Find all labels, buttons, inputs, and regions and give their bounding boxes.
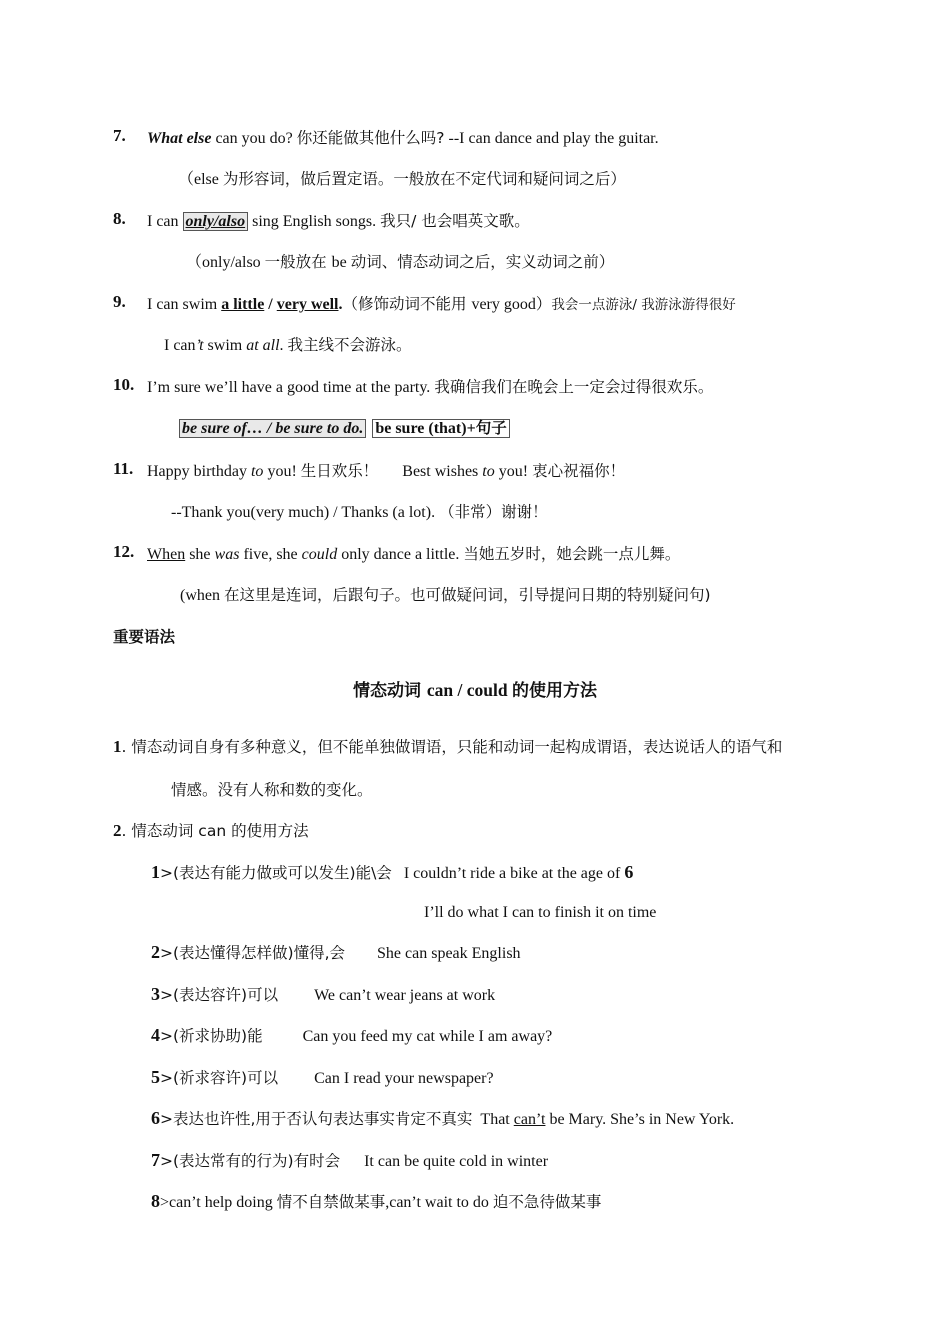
keyword: When (147, 546, 186, 563)
item-9-line-2 (164, 334, 412, 357)
use-number: 5 (151, 1067, 160, 1087)
point-2 (113, 820, 309, 843)
text: to (482, 463, 495, 480)
text: can / could (426, 680, 512, 700)
use-3 (151, 983, 495, 1007)
text: was (214, 546, 240, 563)
text: ’t (195, 337, 204, 354)
chinese-text: 句子 (475, 419, 507, 437)
text: --I can dance and play the guitar. (444, 130, 659, 147)
chinese-text: >(表达懂得怎样做)懂得,会 (160, 944, 346, 962)
use-number: 2 (151, 942, 160, 962)
keyword: very well (276, 296, 339, 313)
text: five, she (239, 546, 302, 563)
text: I can (164, 337, 196, 354)
item-10-line (147, 376, 713, 399)
page-title (0, 679, 950, 702)
text: only dance a little. (337, 546, 464, 563)
text: swim (203, 337, 247, 354)
use-1-example-2 (424, 902, 656, 924)
item-10-boxes (179, 417, 510, 440)
use-2 (151, 941, 521, 965)
use-4 (151, 1024, 552, 1048)
chinese-text: 当她五岁时，她会跳一点儿舞。 (463, 545, 681, 563)
chinese-text: >(祈求容许)可以 (160, 1069, 279, 1087)
chinese-text: 我主线不会游泳。 (287, 336, 412, 354)
chinese-text: 为形容词，做后置定语。一般放在不定代词和疑问词之后） (222, 170, 626, 188)
chinese-text: 我确信我们在晚会上一定会过得很欢乐。 (434, 378, 714, 396)
use-8 (151, 1190, 601, 1214)
chinese-text: >(表达有能力做或可以发生)能\会 (160, 864, 392, 882)
item-11-line-2 (171, 501, 548, 524)
chinese-text: . 情态动词 (121, 822, 199, 840)
chinese-text: 情感。没有人称和数的变化。 (171, 781, 373, 799)
text: be sure (that)+ (375, 420, 476, 437)
text: ,can’t wait to do (385, 1194, 493, 1211)
item-number: 12. (113, 542, 135, 561)
use-1 (151, 861, 633, 885)
text: (when (180, 587, 224, 604)
item-number: 9. (113, 292, 126, 311)
text: Happy birthday (147, 463, 251, 480)
phrase-box: be sure of… / be sure to do. (179, 419, 366, 438)
keyword: at all (246, 337, 280, 354)
chinese-text: 的使用方法 (512, 681, 597, 701)
use-number: 3 (151, 984, 160, 1004)
item-number: 7. (113, 126, 126, 145)
chinese-text: （非常）谢谢！ (439, 503, 548, 521)
chinese-text: >(表达常有的行为)有时会 (160, 1152, 341, 1170)
chinese-text: >表达也许性,用于否认句表达事实肯定不真实 (160, 1110, 473, 1128)
text: could (301, 546, 338, 563)
item-9-line (147, 293, 736, 316)
item-12-line (147, 543, 680, 566)
chinese-text: 动词、情态动词之后，实义动词之前） (350, 253, 615, 271)
text: I can swim (147, 296, 222, 313)
item-11-line (147, 460, 625, 483)
example: be Mary. She’s in New York. (545, 1111, 735, 1128)
point-1-cont (171, 779, 373, 802)
use-number: 6 (151, 1108, 160, 1128)
example: Can you feed my cat while I am away? (262, 1028, 553, 1045)
highlight-box: only/also (183, 212, 249, 231)
text: can you do? (211, 130, 297, 147)
example: It can be quite cold in winter (340, 1153, 549, 1170)
item-7-line (147, 127, 659, 150)
keyword: a little (221, 296, 265, 313)
example: We can’t wear jeans at work (278, 987, 496, 1004)
text: >can’t help doing (160, 1194, 277, 1211)
item-8-line (147, 210, 530, 233)
text: to (250, 463, 264, 480)
text: very good (471, 296, 536, 313)
chinese-text: >(祈求协助)能 (160, 1027, 263, 1045)
chinese-text: 情态动词 (352, 681, 427, 701)
text: can (198, 822, 232, 840)
use-number: 1 (151, 862, 160, 882)
chinese-text: 我只/ 也会唱英文歌。 (380, 212, 530, 230)
text: you! (263, 463, 301, 480)
chinese-text: ） (535, 295, 552, 313)
chinese-text: 衷心祝福你！ (532, 462, 626, 480)
item-7-note (178, 168, 626, 191)
text: Best wishes (378, 463, 483, 480)
keyword: What else (147, 130, 212, 147)
chinese-text: （修饰动词不能用 (342, 295, 472, 313)
chinese-text: 的使用方法 (231, 822, 309, 840)
example: That (472, 1111, 514, 1128)
example: I couldn’t ride a bike at the age of (391, 865, 625, 882)
text: / (264, 296, 277, 313)
item-number: 11. (113, 459, 134, 478)
text: she (185, 546, 215, 563)
example: She can speak English (345, 945, 521, 962)
text: . (338, 296, 343, 313)
item-number: 8. (113, 209, 126, 228)
use-6 (151, 1107, 734, 1131)
use-number: 7 (151, 1150, 160, 1170)
text: --Thank you(very much) / Thanks (a lot). (171, 504, 440, 521)
text: . (279, 337, 288, 354)
keyword: can’t (513, 1111, 546, 1128)
text: be (331, 254, 351, 271)
use-5 (151, 1066, 494, 1090)
text: I’m sure we’ll have a good time at the party. (147, 379, 435, 396)
use-7 (151, 1149, 548, 1173)
chinese-text: 生日欢乐！ (300, 462, 379, 480)
chinese-text: 你还能做其他什么吗? (296, 129, 445, 147)
text: 6 (624, 862, 634, 882)
chinese-text: >(表达容许)可以 (160, 986, 279, 1004)
chinese-text: 一般放在 (264, 253, 332, 271)
point-1 (113, 736, 782, 759)
chinese-text: . 情态动词自身有多种意义，但不能单独做谓语，只能和动词一起构成谓语，表达说话人的语气和 (121, 738, 783, 756)
chinese-text: 情不自禁做某事 (276, 1193, 386, 1211)
text: sing English songs. (248, 213, 381, 230)
item-8-note (186, 251, 614, 274)
section-heading: 重要语法 (113, 628, 176, 646)
text: （only/also (186, 254, 265, 271)
point-number: 1 (113, 737, 122, 756)
text: （else (178, 171, 223, 188)
text: you! (494, 463, 533, 480)
chinese-text: 我会一点游泳/ 我游泳游得很好 (551, 297, 736, 313)
use-number: 8 (151, 1191, 160, 1211)
chinese-text: 在这里是连词，后跟句子。也可做疑问词，引导提问日期的特别疑问句) (223, 586, 711, 604)
item-number: 10. (113, 375, 135, 394)
phrase-box (372, 419, 509, 438)
point-number: 2 (113, 821, 122, 840)
example: Can I read your newspaper? (278, 1070, 494, 1087)
chinese-text: 迫不急待做某事 (492, 1193, 602, 1211)
text: I can (147, 213, 183, 230)
item-12-note (180, 584, 711, 607)
example: I’ll do what I can to finish it on time (424, 904, 657, 921)
use-number: 4 (151, 1025, 160, 1045)
